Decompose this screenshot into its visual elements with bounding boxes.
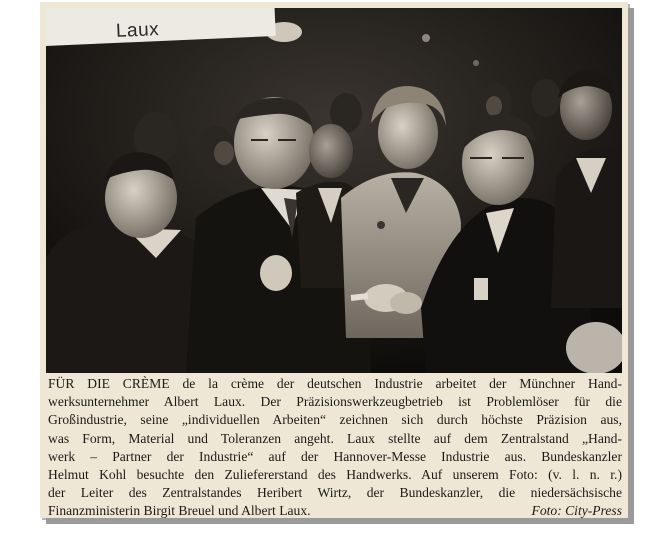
caption-line-4: was Form, Material und Toleranzen angeht. Laux stellte auf dem Zentralstand „Hand- [48, 430, 622, 446]
sign-label: Laux [115, 19, 160, 42]
caption-line-3: Großindustrie, seine „individuellen Arbeiten“ zeichnen sich durch höchste Präzision aus, [48, 412, 622, 428]
caption-line-6: Helmut Kohl besuchte den Zuliefererstand des Handwerks. Auf unserem Foto: (v. l. n. r.) [48, 467, 622, 483]
caption-lead: FÜR DIE CRÈME [48, 376, 170, 391]
press-photo [46, 8, 622, 373]
newspaper-clipping [40, 2, 628, 518]
caption-line-8 [48, 502, 622, 520]
caption-line-7: der Leiter des Zentralstandes Heribert Wirtz, der Bundeskanzler, die niedersächsische [48, 485, 622, 501]
photo-scene [46, 8, 622, 373]
caption-line-1: FÜR DIE CRÈME de la crème der deutschen Industrie arbeitet der Münchner Hand- [48, 376, 623, 391]
lapel-badge [474, 278, 488, 300]
photo-caption [48, 375, 622, 521]
caption-last-text: Finanzministerin Birgit Breuel und Albert Laux. [48, 503, 311, 519]
caption-line-2: werksunternehmer Albert Laux. Der Präzisionswerkzeugbetrieb ist Problemlöser für die [48, 394, 622, 410]
caption-line-5: werk – Partner der Industrie“ auf der Hannover-Messe Industrie aus. Bundeskanzler [48, 448, 622, 464]
photo-credit: Foto: City-Press [531, 503, 622, 519]
